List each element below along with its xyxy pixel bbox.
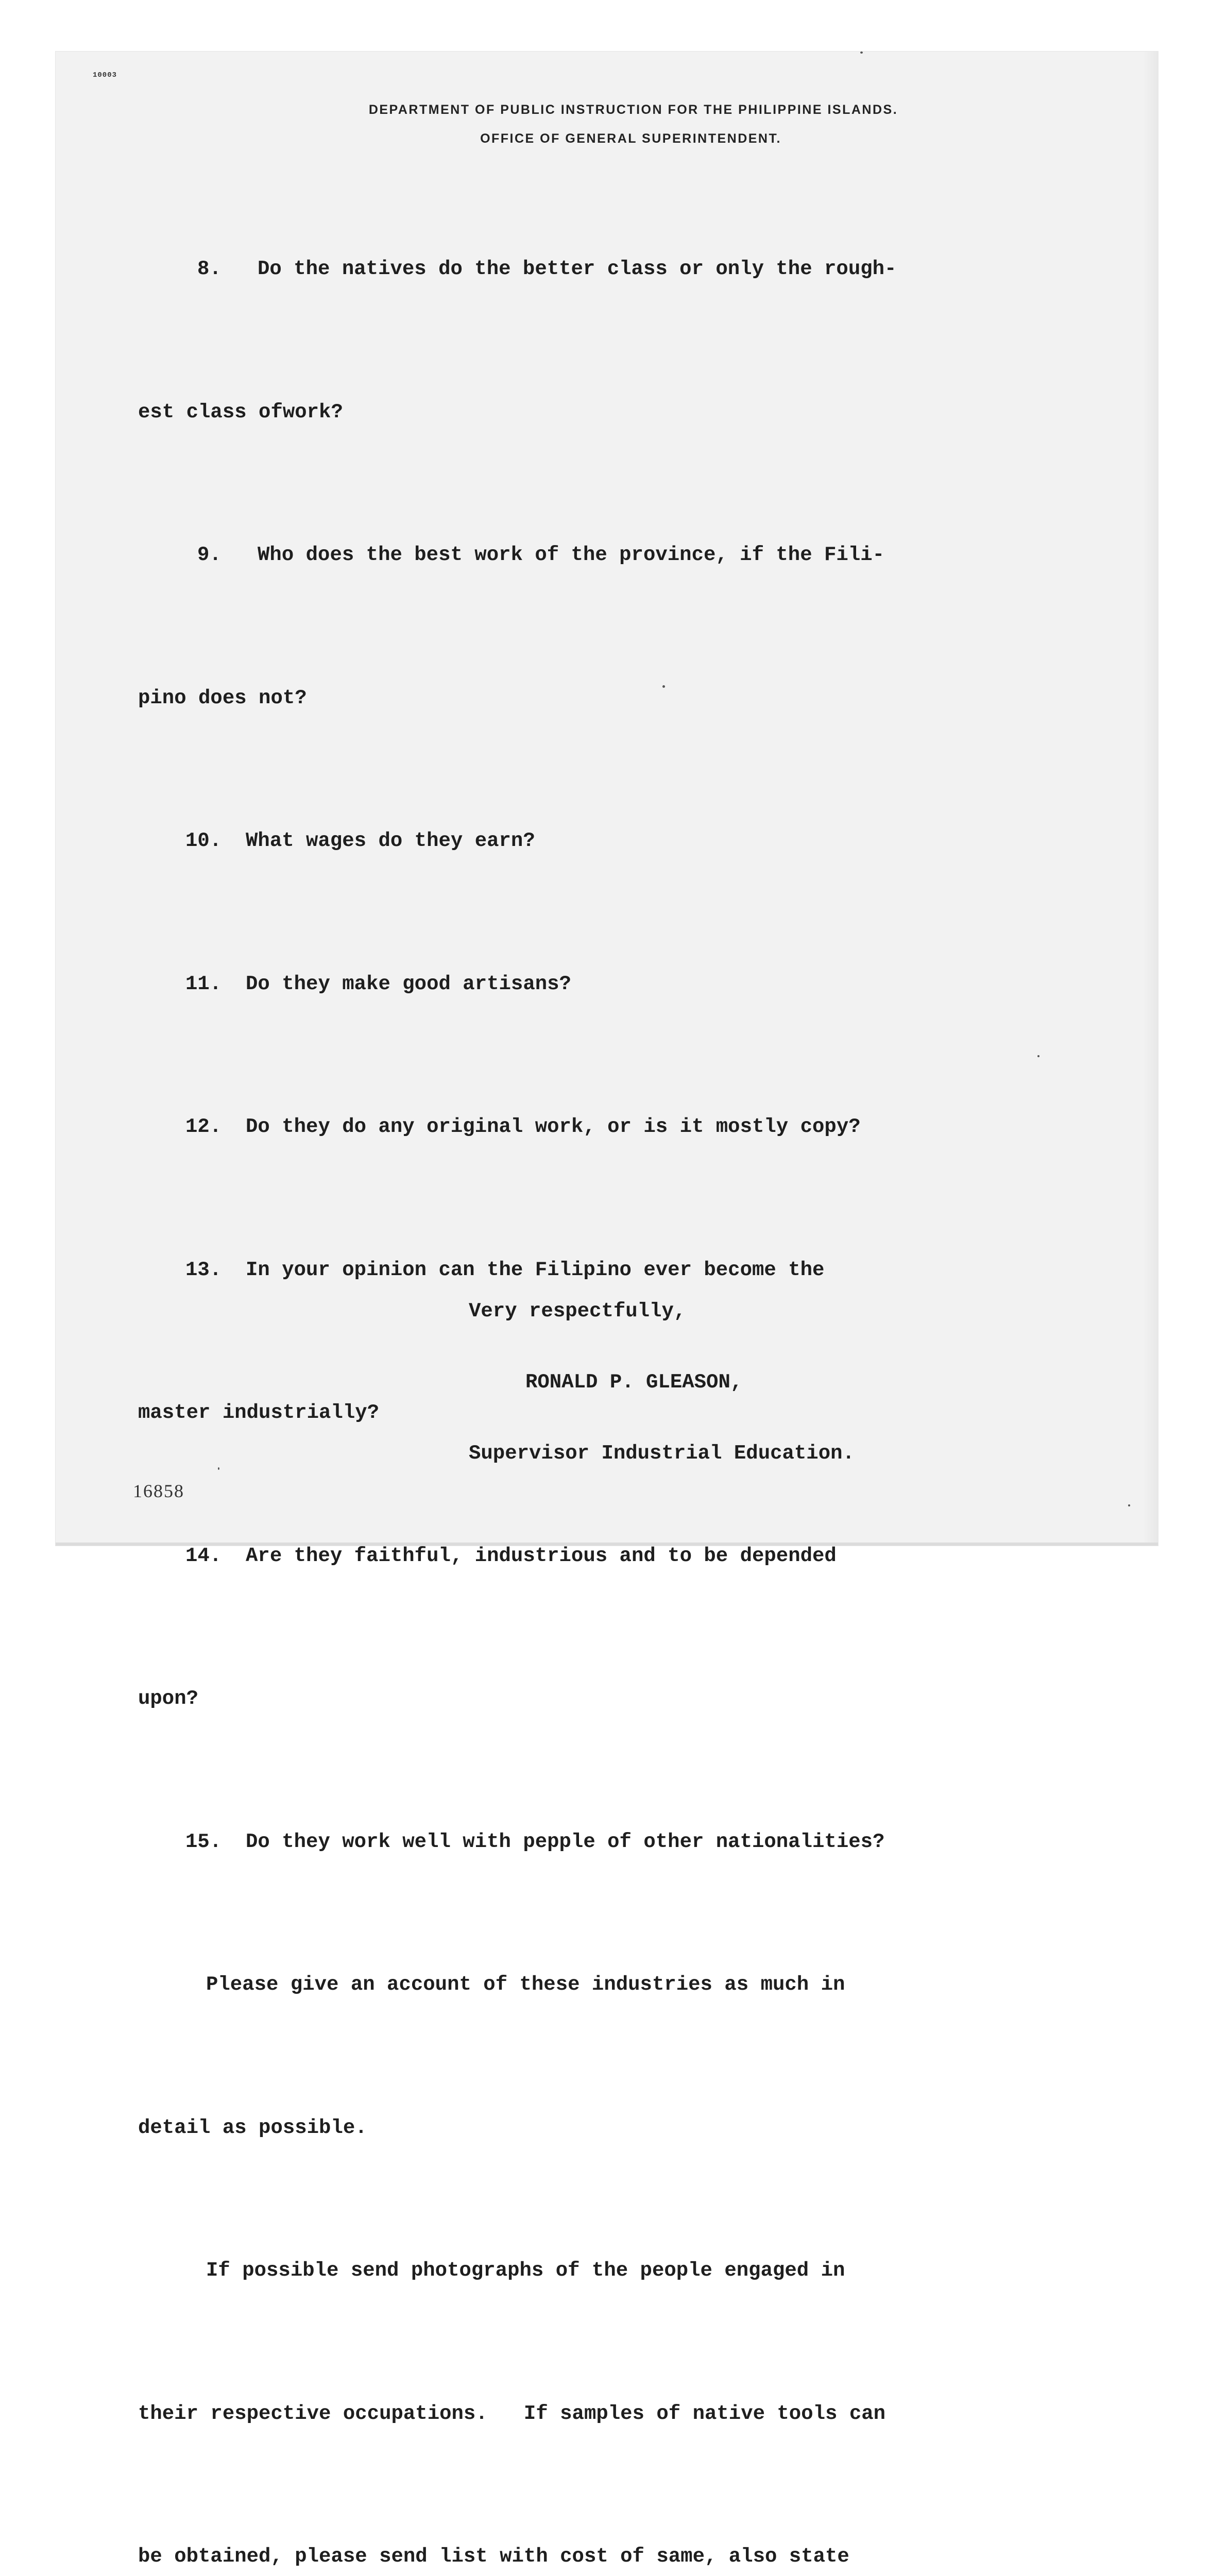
question-number: 8. bbox=[197, 258, 221, 280]
letterhead-office: OFFICE OF GENERAL SUPERINTENDENT. bbox=[480, 131, 781, 146]
letterhead-department: DEPARTMENT OF PUBLIC INSTRUCTION FOR THE PHILIPPINE ISLANDS. bbox=[368, 103, 898, 117]
question-number: 13. bbox=[185, 1258, 222, 1281]
question-13-continuation: master industrially? bbox=[138, 1401, 380, 1424]
question-text: What wages do they earn? bbox=[246, 829, 535, 852]
question-15-line bbox=[138, 1818, 1076, 1866]
question-text: Do they make good artisans? bbox=[246, 972, 571, 995]
letterhead bbox=[0, 95, 1210, 153]
question-text: Do they work well with pepple of other nationalities? bbox=[246, 1830, 885, 1853]
paragraph-line bbox=[138, 1961, 1076, 2009]
corner-mark: 10003 bbox=[93, 71, 117, 79]
question-14-continuation: upon? bbox=[138, 1687, 199, 1710]
paragraph-text: If possible send photographs of the people engaged in bbox=[206, 2259, 845, 2282]
question-10-line bbox=[138, 817, 1076, 865]
question-9-line bbox=[138, 531, 1076, 579]
question-number: 11. bbox=[185, 972, 222, 995]
question-text: Who does the best work of the province, if the Fili- bbox=[258, 544, 885, 566]
question-text: Do the natives do the better class or only the rough- bbox=[258, 258, 897, 280]
paragraph-line: detail as possible. bbox=[138, 2116, 367, 2139]
page-edge-shadow bbox=[1143, 52, 1158, 1546]
question-12-line bbox=[138, 1103, 1076, 1151]
question-number: 9. bbox=[197, 544, 221, 566]
question-text: Are they faithful, industrious and to be depended bbox=[246, 1544, 837, 1567]
question-text: Do they do any original work, or is it mostly copy? bbox=[246, 1115, 861, 1138]
question-11-line bbox=[138, 960, 1076, 1008]
paragraph-text: Please give an account of these industries as much in bbox=[206, 1973, 845, 1996]
dust-speck bbox=[1037, 1055, 1039, 1057]
question-8-continuation: est class ofwork? bbox=[138, 400, 343, 423]
question-number: 14. bbox=[185, 1544, 222, 1567]
paragraph-line: be obtained, please send list with cost of same, also state bbox=[138, 2545, 849, 2568]
dust-speck bbox=[218, 1467, 219, 1470]
question-8-line bbox=[138, 245, 1076, 293]
question-number: 15. bbox=[185, 1830, 222, 1853]
dust-speck bbox=[1128, 1504, 1130, 1506]
signature-closing: Very respectfully, bbox=[469, 1300, 686, 1323]
signature-title: Supervisor Industrial Education. bbox=[469, 1442, 855, 1465]
paragraph-line: their respective occupations. If samples of native tools can bbox=[138, 2402, 886, 2425]
question-9-continuation: pino does not? bbox=[138, 686, 307, 709]
question-number: 10. bbox=[185, 829, 222, 852]
paragraph-line bbox=[138, 2247, 1076, 2295]
signature-block bbox=[469, 1252, 855, 1489]
page-number: 16858 bbox=[133, 1481, 184, 1501]
dust-speck bbox=[860, 52, 863, 54]
question-14-line bbox=[138, 1532, 1076, 1580]
question-number: 12. bbox=[185, 1115, 222, 1138]
question-text: In your opinion can the Filipino ever become the bbox=[246, 1258, 825, 1281]
signature-name: RONALD P. GLEASON, bbox=[525, 1371, 743, 1394]
dust-speck bbox=[662, 685, 665, 688]
